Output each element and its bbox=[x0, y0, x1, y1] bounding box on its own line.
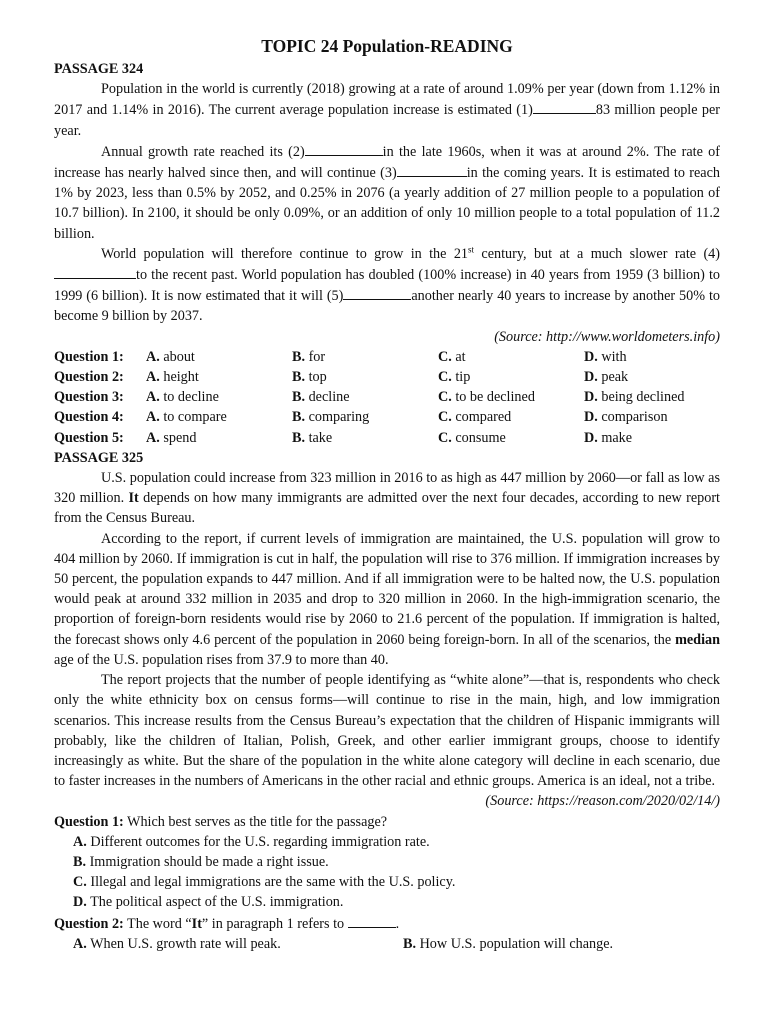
question-text: . bbox=[395, 915, 400, 932]
question-text: Which best serves as the title for the passage? bbox=[123, 813, 388, 830]
question-text: The word “ bbox=[123, 915, 192, 932]
text: in the coming years. It is estimated to reach 1% by 2023, less than 0.5% by 2052, and 0.25% in 2076 (a yearly addition of 27 million people to a population of 10.7 billion). In 2100, it should be only 0.09%, or an addition of only 10 million people to a total population of 11.2 billion. bbox=[54, 165, 720, 242]
option-c[interactable]: C. compared bbox=[438, 409, 512, 426]
option-b[interactable]: B. take bbox=[292, 429, 333, 446]
answer-blank-4 bbox=[54, 264, 136, 279]
passage-324-paragraph-2 bbox=[54, 141, 720, 244]
option-a[interactable]: A. spend bbox=[146, 429, 197, 446]
answer-a[interactable]: A. When U.S. growth rate will peak. bbox=[73, 935, 281, 952]
answer-line bbox=[54, 934, 720, 954]
answer-blank bbox=[348, 913, 396, 928]
question-label: Question 2: bbox=[54, 369, 124, 386]
answer-b[interactable]: B. How U.S. population will change. bbox=[403, 935, 614, 952]
text: Population in the world is currently (2018) growing at a rate of around 1.09% per year (down from 1.12% in 2017 and 1.14% in 2016). The current average population increase is estimated (1) bbox=[54, 81, 720, 119]
text: age of the U.S. population rises from 37.9 to more than 40. bbox=[54, 651, 389, 668]
option-a[interactable]: A. height bbox=[146, 369, 199, 386]
passage-324-heading: PASSAGE 324 bbox=[54, 61, 144, 77]
question-label: Question 5: bbox=[54, 429, 124, 446]
passage-324-paragraph-1 bbox=[54, 79, 720, 141]
bold-word: It bbox=[128, 490, 139, 507]
question-2 bbox=[54, 913, 720, 954]
question-label: Question 1: bbox=[54, 348, 124, 365]
option-b[interactable]: B. comparing bbox=[292, 409, 370, 426]
option-d[interactable]: D. being declined bbox=[584, 389, 685, 406]
answer-blank-5 bbox=[343, 285, 411, 300]
superscript: st bbox=[468, 244, 475, 255]
document-page bbox=[54, 34, 720, 954]
passage-325-paragraph-3: The report projects that the number of people identifying as “white alone”—that is, respondents who check only the white ethnicity box on census forms—will continue to rise in the main, high, and low immigration scenarios. This increase results from the Census Bureau’s expectation that the children of Hispanic immigrants will probably, like the children of Italian, Polish, Greek, and other earlier immigrant groups, choose to identify increasingly as white. But the share of the population in the white alone category will decline in each scenario, due to faster increases in the numbers of Americans in the other racial and ethnic groups. America is an ideal, not a tribe. bbox=[54, 672, 720, 790]
passage-324-source: (Source: http://www.worldometers.info) bbox=[494, 328, 720, 345]
text: According to the report, if current levels of immigration are maintained, the U.S. population will grow to 404 million by 2060. If immigration is cut in half, the population will rise to 376 million. If immigration increases by 50 percent, the population expands to 447 million. And if all immigration were to be halted now, the U.S. population would peak at around 332 million in 2035 and drop to 320 million in 2060. In the high-immigration scenario, the proportion of foreign-born residents would rise by 2060 to 21.6 percent of the population. If immigration is halted, the forecast shows only 4.6 percent of the population in 2060 being foreign-born. In all of the scenarios, the bbox=[54, 530, 720, 648]
answer-d[interactable]: D. The political aspect of the U.S. immigration. bbox=[73, 894, 344, 911]
question-row bbox=[54, 367, 720, 387]
bold-word: median bbox=[675, 631, 720, 648]
question-row bbox=[54, 407, 720, 427]
option-d[interactable]: D. make bbox=[584, 429, 633, 446]
answer-c[interactable]: C. Illegal and legal immigrations are the same with the U.S. policy. bbox=[73, 874, 456, 891]
option-a[interactable]: A. to compare bbox=[146, 409, 227, 426]
question-label: Question 4: bbox=[54, 409, 124, 426]
option-b[interactable]: B. decline bbox=[292, 389, 350, 406]
passage-325-heading: PASSAGE 325 bbox=[54, 449, 144, 466]
option-d[interactable]: D. comparison bbox=[584, 409, 668, 426]
text: century, but at a much slower rate (4) bbox=[474, 245, 720, 262]
text: in the late 1960s, when it was at around 2%. The rate of increase has nearly halved since then, and will continue (3) bbox=[54, 143, 720, 182]
option-d[interactable]: D. with bbox=[584, 348, 627, 365]
passage-324-paragraph-3 bbox=[54, 244, 720, 327]
text: U.S. population could increase from 323 million in 2016 to as high as 447 million by 2060—or fall as low as 320 million. bbox=[54, 470, 720, 507]
answer-blank-1 bbox=[533, 99, 596, 114]
question-label: Question 1: bbox=[54, 813, 124, 830]
question-1 bbox=[54, 812, 720, 913]
question-label: Question 2: bbox=[54, 915, 124, 932]
text: depends on how many immigrants are admitted over the next four decades, according to new report from the Census Bureau. bbox=[54, 490, 720, 527]
bold-word: It bbox=[191, 915, 202, 932]
option-b[interactable]: B. for bbox=[292, 348, 326, 365]
answer-blank-3 bbox=[397, 162, 467, 177]
text: Annual growth rate reached its (2) bbox=[101, 143, 305, 160]
option-c[interactable]: C. at bbox=[438, 348, 466, 365]
option-c[interactable]: C. consume bbox=[438, 429, 506, 446]
text: another nearly 40 years to increase by another 50% to become 9 billion by 2037. bbox=[54, 288, 720, 325]
option-b[interactable]: B. top bbox=[292, 369, 327, 386]
text: 83 million people per year. bbox=[54, 102, 720, 139]
question-row bbox=[54, 347, 720, 367]
question-row bbox=[54, 428, 720, 448]
option-d[interactable]: D. peak bbox=[584, 369, 629, 386]
passage-325-source: (Source: https://reason.com/2020/02/14/) bbox=[485, 793, 720, 810]
answer-blank-2 bbox=[305, 141, 383, 156]
option-a[interactable]: A. to decline bbox=[146, 389, 219, 406]
question-row bbox=[54, 387, 720, 407]
option-c[interactable]: C. to be declined bbox=[438, 389, 535, 406]
text: to the recent past. World population has doubled (100% increase) in 40 years from 1959 (3 billion) to 1999 (6 billion). It is now estimated that it will (5) bbox=[54, 267, 720, 305]
passage-324-questions bbox=[54, 347, 720, 448]
option-a[interactable]: A. about bbox=[146, 348, 195, 365]
passage-325-paragraph-2 bbox=[54, 529, 720, 670]
question-label: Question 3: bbox=[54, 389, 124, 406]
question-text: ” in paragraph 1 refers to bbox=[201, 915, 348, 932]
answer-b[interactable]: B. Immigration should be made a right issue. bbox=[73, 853, 329, 870]
option-c[interactable]: C. tip bbox=[438, 369, 471, 386]
text: World population will therefore continue to grow in the 21 bbox=[101, 245, 469, 262]
passage-325-paragraph-1 bbox=[54, 468, 720, 529]
page-title: TOPIC 24 Population-READING bbox=[261, 36, 513, 56]
answer-a[interactable]: A. Different outcomes for the U.S. regarding immigration rate. bbox=[73, 833, 430, 850]
